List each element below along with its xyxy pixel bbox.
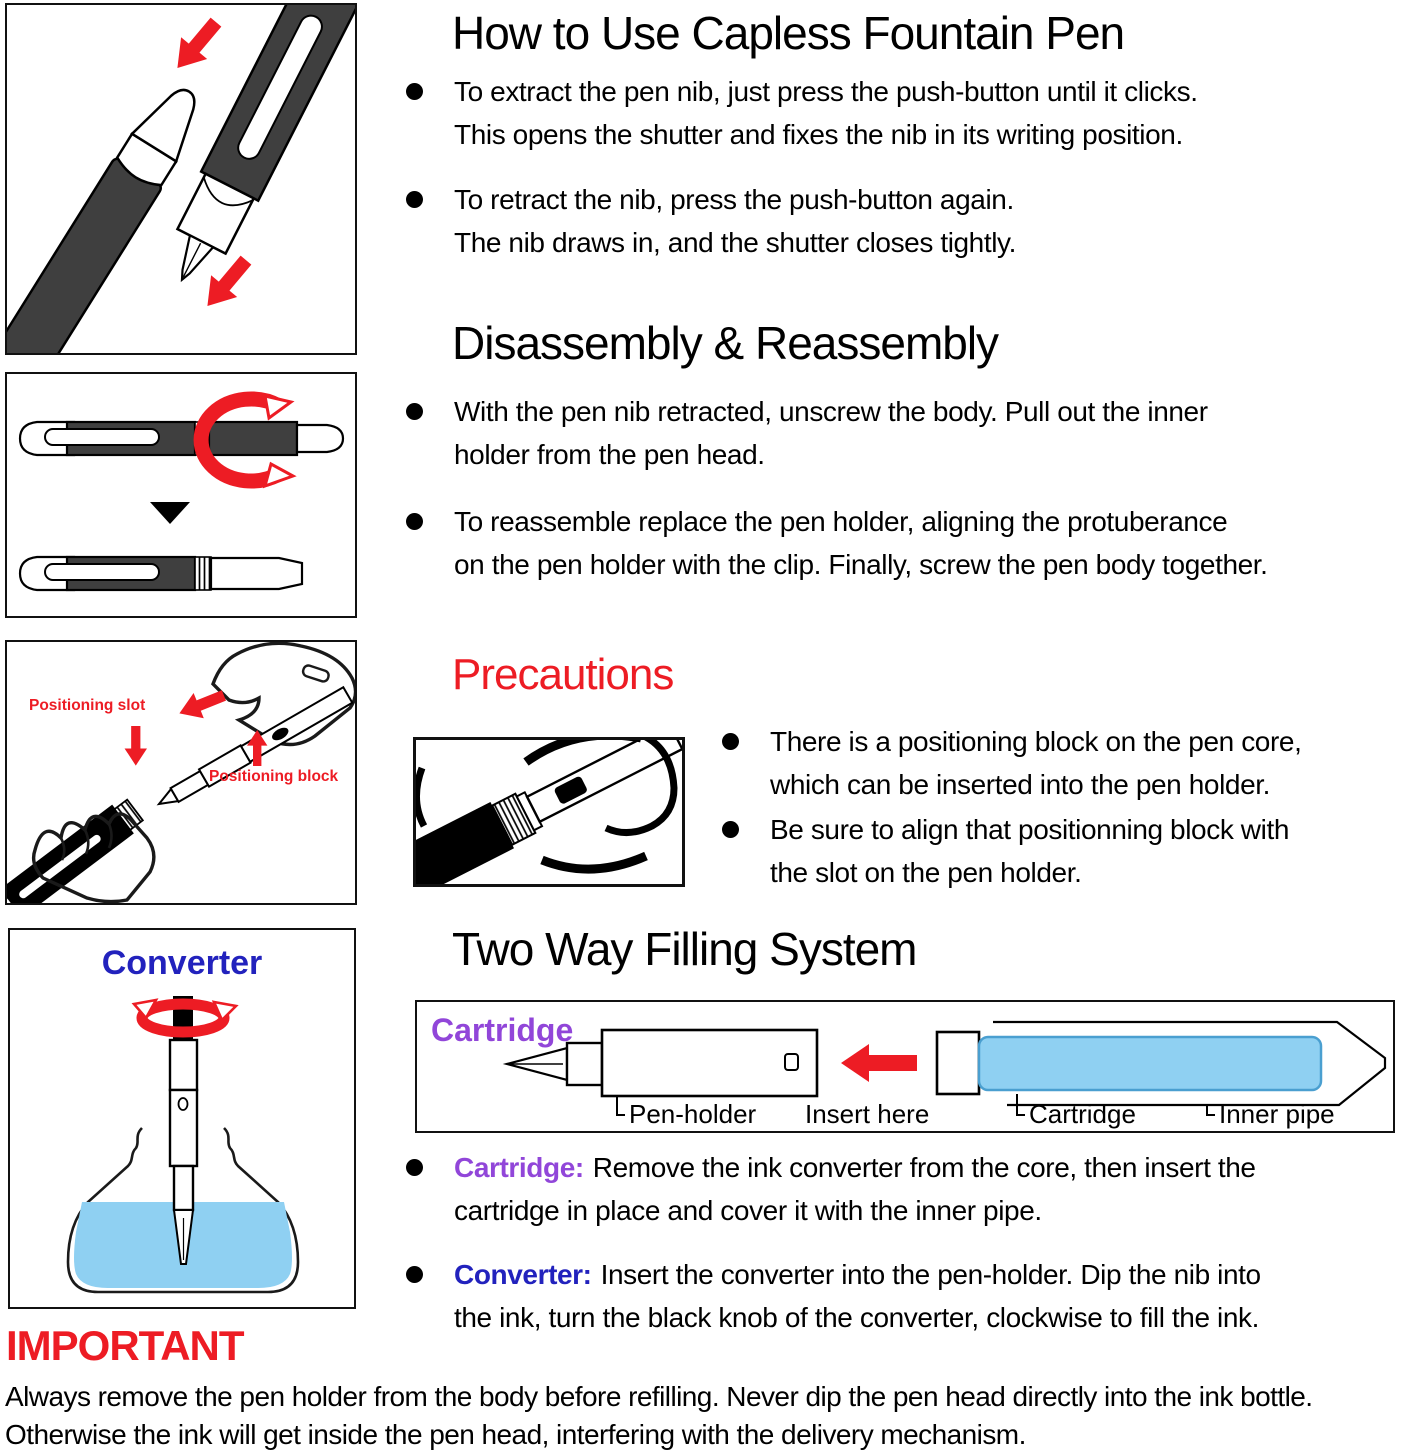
- cartridge-diagram-label: Cartridge: [431, 1012, 574, 1048]
- bullet-dot: [722, 821, 739, 838]
- panel-unscrew: [5, 372, 357, 618]
- filling-system-title: Two Way Filling System: [452, 923, 917, 975]
- bullet-reassemble: [406, 500, 1268, 586]
- cartridge-part-label: Cartridge: [1029, 1099, 1136, 1129]
- bullet-line: To extract the pen nib, just press the push-button until it clicks.: [454, 76, 1198, 107]
- bullet-line: This opens the shutter and fixes the nib in its writing position.: [454, 119, 1183, 150]
- panel-push-button: [5, 3, 357, 355]
- bullet-line: the ink, turn the black knob of the converter, clockwise to fill the ink.: [454, 1302, 1260, 1333]
- bullet-unscrew-body: [406, 390, 1208, 476]
- panel-positioning: [5, 640, 357, 905]
- bullet-line: Insert the converter into the pen-holder. Dip the nib into: [600, 1259, 1261, 1290]
- bullet-converter-filling: [406, 1253, 1261, 1339]
- step-arrow-icon: [150, 502, 190, 524]
- important-title: IMPORTANT: [6, 1322, 244, 1369]
- bullet-line: To retract the nib, press the push-button again.: [454, 184, 1014, 215]
- panel-converter: [8, 928, 356, 1309]
- converter-bottle-illustration: [10, 988, 354, 1308]
- bullet-line: There is a positioning block on the pen core,: [770, 726, 1302, 757]
- bullet-line: To reassemble replace the pen holder, aligning the protuberance: [454, 506, 1228, 537]
- bullet-line: cartridge in place and cover it with the inner pipe.: [454, 1195, 1042, 1226]
- precautions-closeup-illustration: [416, 740, 682, 884]
- bullet-line: the slot on the pen holder.: [770, 857, 1082, 888]
- bullet-dot: [406, 83, 423, 100]
- cartridge-term: Cartridge:: [454, 1152, 584, 1183]
- precautions-closeup-panel: [413, 737, 685, 887]
- how-to-title: How to Use Capless Fountain Pen: [452, 7, 1125, 59]
- bullet-dot: [722, 733, 739, 750]
- bullet-dot: [406, 1266, 423, 1283]
- bullet-dot: [406, 1159, 423, 1176]
- converter-panel-title: Converter: [101, 944, 263, 982]
- bullet-line: Be sure to align that positionning block with: [770, 814, 1289, 845]
- bullet-line: which can be inserted into the pen holder.: [770, 769, 1270, 800]
- disassembly-title: Disassembly & Reassembly: [452, 317, 999, 369]
- bullet-retract-nib: [406, 178, 1016, 264]
- bullet-line: The nib draws in, and the shutter closes tightly.: [454, 227, 1016, 258]
- pen-holder-label: Pen-holder: [629, 1099, 757, 1129]
- important-line-1: Always remove the pen holder from the body before refilling. Never dip the pen head directly into the ink bottle.: [5, 1381, 1313, 1412]
- precautions-title: Precautions: [452, 650, 674, 699]
- bullet-cartridge-filling: [406, 1146, 1256, 1232]
- insert-arrow-icon: [841, 1044, 917, 1082]
- press-arrow-icon: [164, 11, 229, 79]
- bullet-dot: [406, 403, 423, 420]
- positioning-slot-label: Positioning slot: [29, 697, 146, 714]
- bullet-align-block: [722, 808, 1289, 894]
- bullet-line: Remove the ink converter from the core, then insert the: [592, 1152, 1256, 1183]
- cartridge-diagram: [415, 1000, 1395, 1133]
- inner-pipe-label: Inner pipe: [1219, 1099, 1335, 1129]
- unscrew-pen-illustration: [7, 374, 355, 616]
- converter-term: Converter:: [454, 1259, 592, 1290]
- important-line-2: Otherwise the ink will get inside the pen head, interfering with the delivery mechanism.: [5, 1419, 1026, 1450]
- bullet-dot: [406, 191, 423, 208]
- bullet-positioning-block: [722, 720, 1301, 806]
- insert-here-label: Insert here: [805, 1099, 930, 1129]
- extract-arrow-icon: [194, 249, 259, 317]
- bullet-line: holder from the pen head.: [454, 439, 765, 470]
- bullet-extract-nib: [406, 70, 1198, 156]
- bullet-line: on the pen holder with the clip. Finally, screw the pen body together.: [454, 549, 1268, 580]
- slot-arrow-icon: [125, 726, 147, 766]
- push-button-pen-illustration: [7, 5, 355, 353]
- bullet-dot: [406, 513, 423, 530]
- positioning-block-label: Positioning block: [209, 768, 339, 785]
- bullet-line: With the pen nib retracted, unscrew the body. Pull out the inner: [454, 396, 1208, 427]
